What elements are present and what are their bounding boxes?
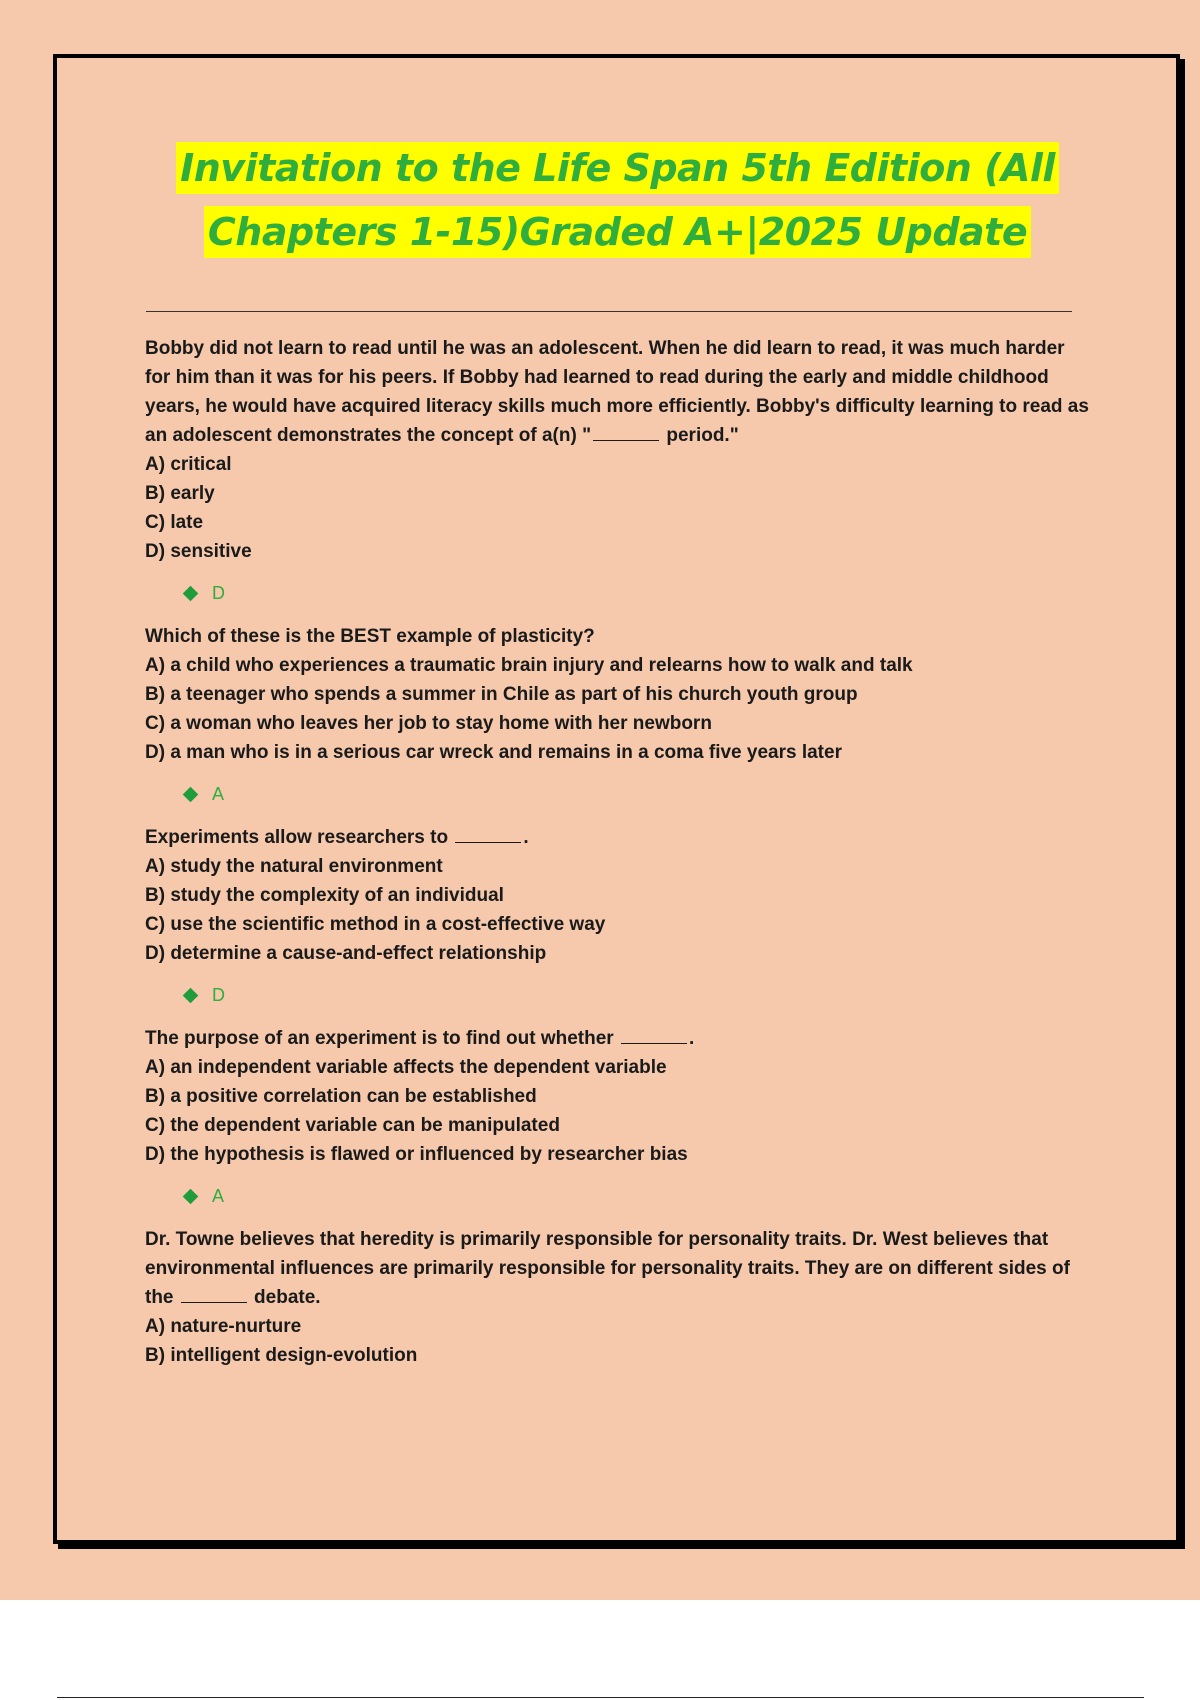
diamond-bullet-icon (183, 585, 199, 601)
question-text: The purpose of an experiment is to find out whether . (145, 1028, 695, 1049)
option-b: B) early (145, 483, 215, 504)
title-line-1: Invitation to the Life Span 5th Edition (All (176, 142, 1059, 194)
option-list (145, 1312, 1095, 1370)
answer-blank (621, 1043, 687, 1044)
question-1 (145, 334, 1095, 608)
option-c: C) a woman who leaves her job to stay home with her newborn (145, 713, 712, 734)
option-a: A) critical (145, 454, 232, 475)
option-c: C) late (145, 512, 204, 533)
document-title (60, 142, 1175, 270)
question-text: Experiments allow researchers to . (145, 827, 529, 848)
option-a: A) a child who experiences a traumatic brain injury and relearns how to walk and talk (145, 655, 913, 676)
option-a: A) nature-nurture (145, 1316, 302, 1337)
answer-letter: A (212, 1185, 225, 1206)
question-2 (145, 622, 1095, 809)
option-b: B) study the complexity of an individual (145, 885, 504, 906)
option-list (145, 1053, 1095, 1169)
title-line-2: Chapters 1-15)Graded A+|2025 Update (204, 206, 1031, 258)
question-text: Which of these is the BEST example of plasticity? (145, 626, 595, 647)
question-text: Bobby did not learn to read until he was an adolescent. When he did learn to read, it was much harder for him than it was for his peers. If Bobby had learned to read during the early and middle childhood years, he would have acquired literacy skills much more efficiently. Bobby's difficulty learning to read as an adolescent demonstrates the concept of a(n) " period." (145, 338, 1089, 446)
footer-divider (57, 1697, 1144, 1698)
diamond-bullet-icon (183, 987, 199, 1003)
option-d: D) a man who is in a serious car wreck and remains in a coma five years later (145, 742, 842, 763)
option-d: D) determine a cause-and-effect relationship (145, 943, 547, 964)
option-d: D) sensitive (145, 541, 252, 562)
option-c: C) the dependent variable can be manipulated (145, 1115, 560, 1136)
question-5 (145, 1225, 1095, 1370)
diamond-bullet-icon (183, 786, 199, 802)
answer-key (185, 779, 1095, 809)
option-d: D) the hypothesis is flawed or influenced by researcher bias (145, 1144, 688, 1165)
option-list (145, 852, 1095, 968)
title-divider (146, 311, 1072, 312)
answer-key (185, 578, 1095, 608)
diamond-bullet-icon (183, 1188, 199, 1204)
option-b: B) a positive correlation can be established (145, 1086, 537, 1107)
option-b: B) a teenager who spends a summer in Chile as part of his church youth group (145, 684, 858, 705)
option-c: C) use the scientific method in a cost-effective way (145, 914, 606, 935)
question-3 (145, 823, 1095, 1010)
answer-letter: A (212, 783, 225, 804)
question-text: Dr. Towne believes that heredity is primarily responsible for personality traits. Dr. West believes that environmental influences are primarily responsible for personality traits. They are on different sides of the debate. (145, 1229, 1070, 1308)
answer-letter: D (212, 582, 225, 603)
answer-blank (455, 842, 521, 843)
question-list (145, 334, 1095, 1370)
option-list (145, 651, 1095, 767)
answer-letter: D (212, 984, 225, 1005)
option-a: A) an independent variable affects the dependent variable (145, 1057, 667, 1078)
answer-blank (181, 1302, 247, 1303)
answer-blank (593, 440, 659, 441)
option-b: B) intelligent design-evolution (145, 1345, 418, 1366)
answer-key (185, 980, 1095, 1010)
question-4 (145, 1024, 1095, 1211)
option-a: A) study the natural environment (145, 856, 443, 877)
answer-key (185, 1181, 1095, 1211)
option-list (145, 450, 1095, 566)
